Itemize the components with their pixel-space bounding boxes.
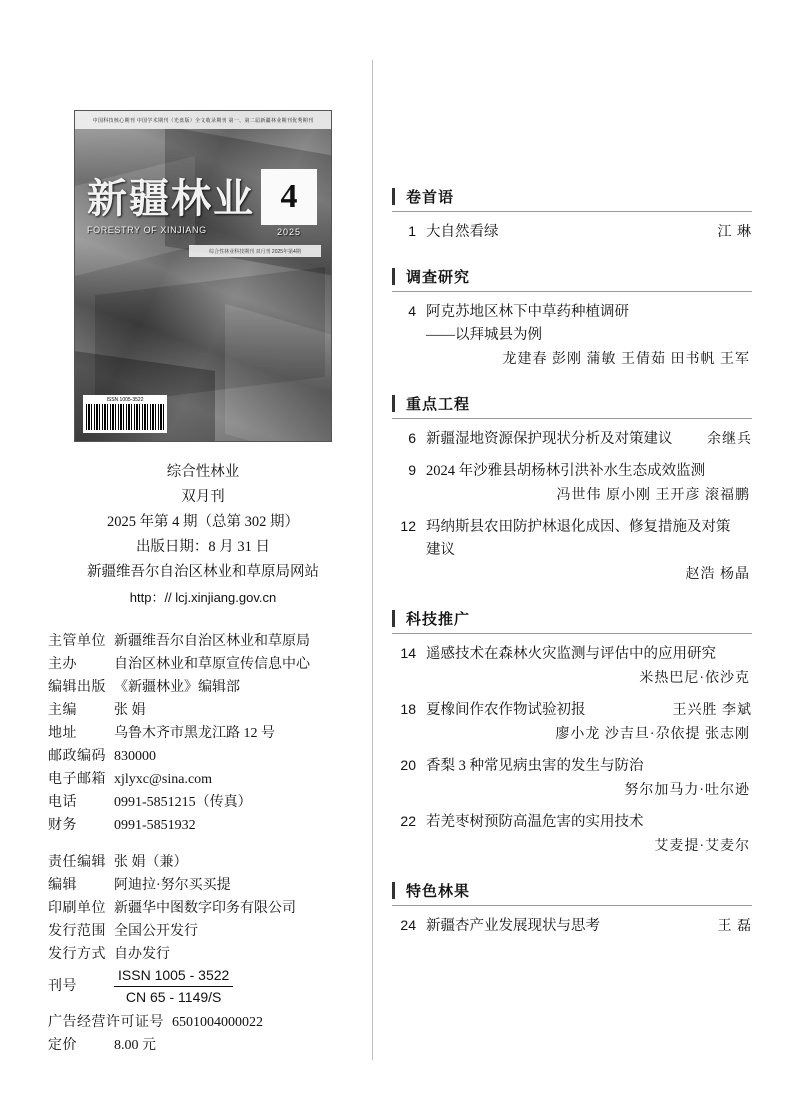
section-rule — [392, 905, 752, 906]
detail-value-email: xjlyxc@sina.com — [114, 772, 213, 787]
toc-entry-main — [392, 460, 752, 483]
detail-row — [48, 630, 358, 653]
toc-entry-author: 王兴胜 李斌 — [672, 703, 752, 718]
journal-number-values — [114, 966, 233, 1007]
section-title: 调查研究 — [406, 270, 471, 286]
cover-side-band: 综合性林业科技期刊 双月刊 2025年第4期 — [189, 245, 321, 257]
detail-row — [48, 874, 358, 897]
toc-entry-main — [392, 643, 752, 666]
section-rule — [392, 418, 752, 419]
toc-entry-author: 江 琳 — [717, 225, 752, 240]
detail-value: 阿迪拉·努尔买买提 — [114, 878, 231, 893]
detail-label: 印刷单位 — [48, 901, 106, 916]
toc-entry[interactable] — [392, 428, 752, 451]
toc-entry-author: 王 磊 — [717, 919, 752, 934]
detail-value-price: 8.00 元 — [114, 1038, 156, 1053]
detail-value: 新疆华中图数字印务有限公司 — [114, 901, 296, 916]
detail-value: 《新疆林业》编辑部 — [114, 680, 240, 695]
detail-label: 广告经营许可证号 — [48, 1015, 164, 1030]
toc-entry-subtitle: ——以拜城县为例 — [426, 327, 542, 343]
detail-label: 邮政编码 — [48, 749, 106, 764]
toc-entry-author: 余继兵 — [707, 432, 752, 447]
toc-entry[interactable] — [392, 811, 752, 858]
detail-label: 发行方式 — [48, 947, 106, 962]
toc-page-number: 1 — [408, 223, 416, 239]
detail-row — [48, 1011, 358, 1034]
spacer — [48, 837, 358, 851]
caption-line-4: 出版日期：8 月 31 日 — [135, 539, 271, 555]
toc-entry-title: 遥感技术在森林火灾监测与评估中的应用研究 — [426, 646, 716, 662]
left-column — [48, 110, 358, 1057]
toc-entry-main — [392, 221, 752, 244]
detail-label: 编辑出版 — [48, 680, 106, 695]
toc-entry-main — [392, 428, 752, 451]
cover-barcode-bars — [86, 404, 164, 430]
toc-entry-title: 夏橡间作农作物试验初报 — [426, 702, 586, 718]
detail-row — [48, 699, 358, 722]
toc-page-number: 4 — [408, 303, 416, 319]
cover-barcode-issn: ISSN 1005-3522 — [106, 397, 144, 403]
toc-entry-main — [392, 699, 752, 722]
cover-caption — [48, 460, 358, 610]
masthead-details — [48, 630, 358, 1057]
toc-entry[interactable] — [392, 460, 752, 507]
detail-value: 乌鲁木齐市黑龙江路 12 号 — [114, 726, 275, 741]
toc-entry-authors: 赵浩 杨晶 — [685, 567, 750, 582]
toc-entry-main — [392, 301, 752, 324]
toc-entry-main — [392, 915, 752, 938]
toc-page-number: 24 — [400, 917, 416, 933]
detail-label: 地址 — [48, 726, 77, 741]
detail-value: 6501004000022 — [172, 1015, 263, 1030]
column-divider — [372, 60, 373, 1060]
toc-section-header — [392, 880, 752, 906]
cover-title-cn: 新疆林业 — [87, 176, 255, 221]
cn-value: CN 65 - 1149/S — [125, 989, 222, 1005]
toc-entry[interactable] — [392, 699, 752, 746]
detail-value: 全国公开发行 — [114, 924, 198, 939]
detail-label: 责任编辑 — [48, 855, 106, 870]
caption-line-3: 2025 年第 4 期（总第 302 期） — [106, 514, 300, 530]
detail-label: 主办 — [48, 657, 77, 672]
section-title: 重点工程 — [406, 397, 471, 413]
detail-label: 主编 — [48, 703, 77, 718]
detail-row — [48, 851, 358, 874]
toc-entry-authors: 廖小龙 沙吉旦·尕依提 张志刚 — [555, 727, 750, 742]
section-marker — [392, 188, 395, 205]
table-of-contents — [392, 186, 752, 938]
detail-value: 830000 — [114, 749, 156, 764]
toc-entry-title: 2024 年沙雅县胡杨林引洪补水生态成效监测 — [426, 463, 706, 479]
toc-entry[interactable] — [392, 755, 752, 802]
magazine-cover-image — [74, 110, 332, 442]
section-marker — [392, 268, 395, 285]
detail-label: 主管单位 — [48, 634, 106, 649]
detail-row — [48, 791, 358, 814]
detail-row — [48, 722, 358, 745]
detail-label: 编辑 — [48, 878, 77, 893]
issn-value: ISSN 1005 - 3522 — [114, 966, 233, 987]
toc-section-header — [392, 393, 752, 419]
detail-value: 自治区林业和草原宣传信息中心 — [114, 657, 310, 672]
detail-value: 张 娟（兼） — [114, 855, 188, 870]
toc-entry-title: 香梨 3 种常见病虫害的发生与防治 — [426, 758, 644, 774]
detail-label: 财务 — [48, 818, 77, 833]
cover-barcode — [83, 395, 167, 433]
toc-entry[interactable] — [392, 516, 752, 586]
detail-row — [48, 920, 358, 943]
toc-page-number: 20 — [400, 757, 416, 773]
toc-page-number: 9 — [408, 462, 416, 478]
section-rule — [392, 633, 752, 634]
detail-value-phone: 0991-5851932 — [114, 818, 196, 833]
section-rule — [392, 291, 752, 292]
detail-label: 发行范围 — [48, 924, 106, 939]
detail-row — [48, 676, 358, 699]
detail-row — [48, 1034, 358, 1057]
detail-row — [48, 745, 358, 768]
caption-line-2: 双月刊 — [181, 489, 225, 505]
cover-masthead — [87, 176, 257, 235]
toc-entry[interactable] — [392, 221, 752, 244]
cover-title-en: FORESTRY OF XINJIANG — [87, 225, 207, 235]
detail-value: 自办发行 — [114, 947, 170, 962]
toc-section-header — [392, 266, 752, 292]
section-rule — [392, 211, 752, 212]
journal-number-block — [48, 966, 358, 1007]
toc-entry-title: 新疆杏产业发展现状与思考 — [426, 918, 600, 934]
section-title: 卷首语 — [406, 190, 455, 206]
detail-label: 电话 — [48, 795, 77, 810]
toc-entry-title: 阿克苏地区林下中草药种植调研 — [426, 304, 629, 320]
cover-top-banner: 中国科技核心期刊 中国学术期刊（光盘版）全文收录期刊 第一、第二届新疆林业期刊优秀期刊 — [75, 111, 331, 129]
detail-label: 电子邮箱 — [48, 772, 106, 787]
toc-entry-authors: 米热巴尼·依沙克 — [639, 671, 750, 686]
toc-page-number: 12 — [400, 518, 416, 534]
detail-value: 新疆维吾尔自治区林业和草原局 — [114, 634, 310, 649]
toc-page-number: 22 — [400, 813, 416, 829]
toc-entry-title: 若羌枣树预防高温危害的实用技术 — [426, 814, 644, 830]
detail-row — [48, 768, 358, 791]
detail-row — [48, 943, 358, 966]
caption-line-5: 新疆维吾尔自治区林业和草原局网站 — [87, 564, 319, 580]
toc-entry-title: 大自然看绿 — [426, 224, 499, 240]
toc-entry-main — [392, 516, 752, 539]
detail-label: 定价 — [48, 1038, 77, 1053]
toc-page-number: 14 — [400, 645, 416, 661]
toc-page-number: 6 — [408, 430, 416, 446]
section-marker — [392, 610, 395, 627]
caption-line-1: 综合性林业 — [166, 464, 240, 480]
toc-entry[interactable] — [392, 915, 752, 938]
toc-entry-authors: 艾麦提·艾麦尔 — [654, 839, 750, 854]
toc-page-number: 18 — [400, 701, 416, 717]
detail-value: 张 娟 — [114, 703, 146, 718]
cover-year: 2025 — [276, 227, 302, 237]
toc-entry-authors: 努尔加马力·吐尔逊 — [624, 783, 750, 798]
caption-website-url: http：// lcj.xinjiang.gov.cn — [129, 590, 277, 605]
toc-section-header — [392, 608, 752, 634]
cover-issue-number: 4 — [261, 169, 317, 225]
section-title: 科技推广 — [406, 612, 471, 628]
toc-section-header — [392, 186, 752, 212]
toc-entry[interactable] — [392, 643, 752, 690]
section-marker — [392, 395, 395, 412]
toc-entry-authors: 冯世伟 原小刚 王开彦 滚福鹏 — [556, 488, 750, 503]
toc-entry-title: 玛纳斯县农田防护林退化成因、修复措施及对策 — [426, 519, 731, 535]
toc-entry-main — [392, 755, 752, 778]
section-title: 特色林果 — [406, 884, 471, 900]
section-marker — [392, 882, 395, 899]
detail-value-phone: 0991-5851215（传真） — [114, 795, 252, 810]
toc-entry-title: 新疆湿地资源保护现状分析及对策建议 — [426, 431, 673, 447]
detail-row — [48, 814, 358, 837]
toc-entry[interactable] — [392, 301, 752, 371]
toc-entry-title-continued: 建议 — [426, 542, 455, 558]
toc-entry-authors: 龙建春 彭刚 蒲敏 王倩茹 田书帆 王军 — [502, 352, 750, 367]
toc-entry-main — [392, 811, 752, 834]
detail-row — [48, 897, 358, 920]
detail-row — [48, 653, 358, 676]
detail-label: 刊号 — [48, 979, 77, 994]
